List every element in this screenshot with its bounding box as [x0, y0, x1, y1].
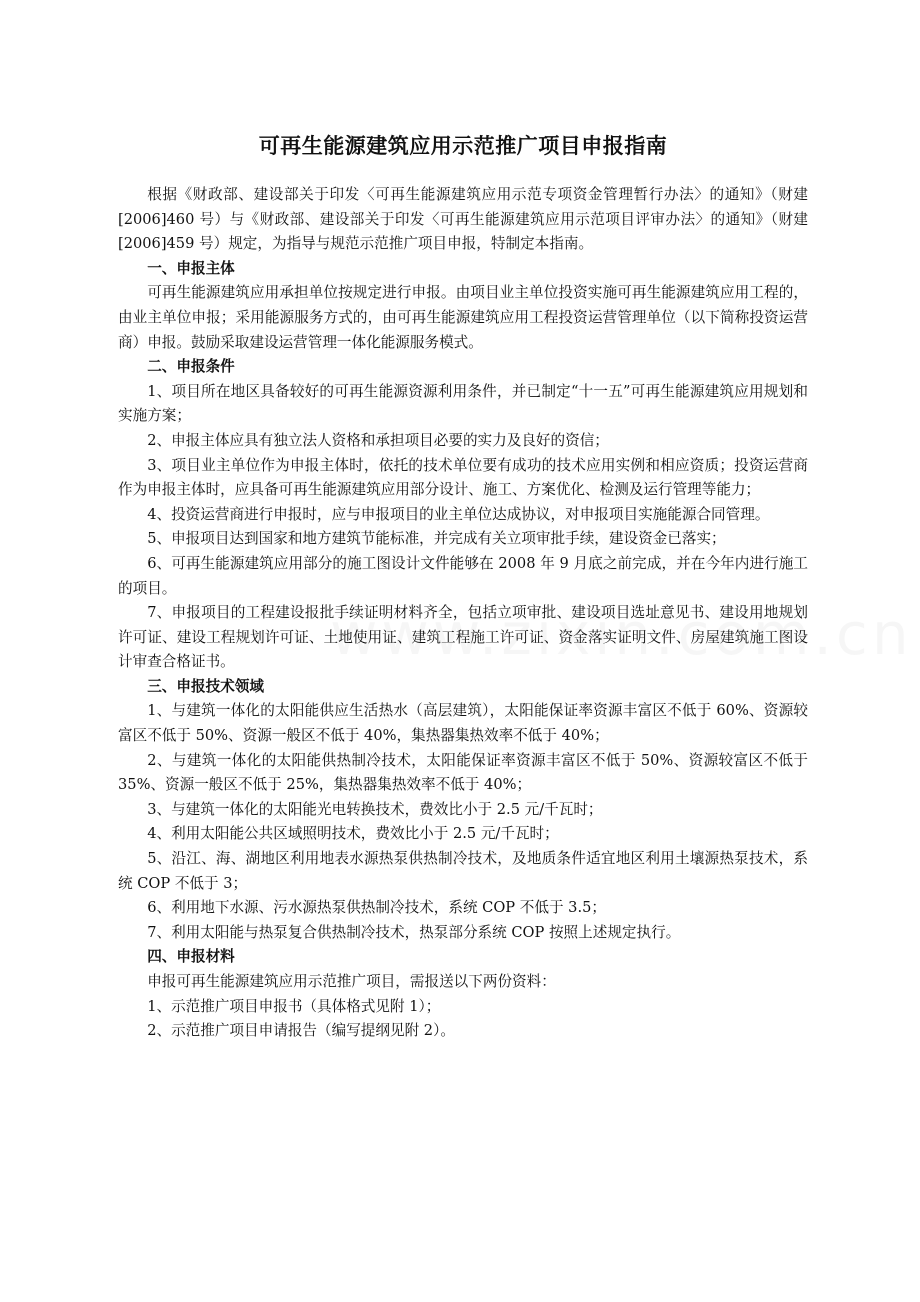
document-title: 可再生能源建筑应用示范推广项目申报指南 [258, 134, 668, 158]
list-item: 2、示范推广项目申请报告（编写提纲见附 2）。 [147, 1022, 455, 1040]
list-item: 4、利用太阳能公共区域照明技术，费效比小于 2.5 元/千瓦时； [147, 825, 559, 843]
list-item: 5、沿江、海、湖地区利用地表水源热泵供热制冷技术，及地质条件适宜地区利用土壤源热泵技术，系统 COP 不低于 3； [118, 850, 808, 892]
section-heading-applicant: 一、申报主体 [147, 259, 235, 277]
section-heading-tech-fields: 三、申报技术领域 [147, 677, 264, 695]
list-item: 1、项目所在地区具备较好的可再生能源资源利用条件，并已制定“十一五”可再生能源建筑应用规划和实施方案； [118, 382, 808, 425]
list-item: 4、投资运营商进行申报时，应与申报项目的业主单位达成协议，对申报项目实施能源合同管理。 [147, 505, 770, 523]
list-item: 2、申报主体应具有独立法人资格和承担项目必要的实力及良好的资信； [147, 431, 609, 449]
paragraph: 申报可再生能源建筑应用示范推广项目，需报送以下两份资料： [147, 973, 556, 990]
section-heading-materials: 四、申报材料 [147, 948, 235, 966]
paragraph: 可再生能源建筑应用承担单位按规定进行申报。由项目业主单位投资实施可再生能源建筑应用工程的，由业主单位申报；采用能源服务方式的，由可再生能源建筑应用工程投资运营管理单位（以下简称投资运营商）申报。鼓励采取建设运营管理一体化能源服务模式。 [118, 284, 808, 351]
list-item: 6、可再生能源建筑应用部分的施工图设计文件能够在 2008 年 9 月底之前完成，并在今年内进行施工的项目。 [118, 554, 808, 597]
list-item: 1、示范推广项目申报书（具体格式见附 1）； [147, 997, 441, 1015]
list-item: 3、项目业主单位作为申报主体时，依托的技术单位要有成功的技术应用实例和相应资质；投资运营商作为申报主体时，应具备可再生能源建筑应用部分设计、施工、方案优化、检测及运行管理等能力； [118, 456, 808, 499]
list-item: 7、利用太阳能与热泵复合供热制冷技术，热泵部分系统 COP 按照上述规定执行。 [147, 923, 681, 941]
list-item: 6、利用地下水源、污水源热泵供热制冷技术，系统 COP 不低于 3.5； [147, 899, 606, 917]
list-item: 1、与建筑一体化的太阳能供应生活热水（高层建筑），太阳能保证率资源丰富区不低于 60%、资源较富区不低于 50%、资源一般区不低于 40%，集热器集热效率不低于 40%； [118, 702, 808, 745]
list-item: 3、与建筑一体化的太阳能光电转换技术，费效比小于 2.5 元/千瓦时； [147, 800, 603, 818]
section-heading-conditions: 二、申报条件 [147, 358, 235, 376]
document-body [118, 183, 808, 1044]
intro-paragraph: 根据《财政部、建设部关于印发〈可再生能源建筑应用示范专项资金管理暂行办法〉的通知》（财建[2006]460 号）与《财政部、建设部关于印发〈可再生能源建筑应用示范项目评审办法〉的通知》（财建[2006]459 号）规定，为指导与规范示范推广项目申报，特制定本指南。 [118, 186, 808, 253]
list-item: 2、与建筑一体化的太阳能供热制冷技术，太阳能保证率资源丰富区不低于 50%、资源较富区不低于 35%、资源一般区不低于 25%，集热器集热效率不低于 40%； [118, 751, 808, 794]
list-item: 7、申报项目的工程建设报批手续证明材料齐全，包括立项审批、建设项目选址意见书、建设用地规划许可证、建设工程规划许可证、土地使用证、建筑工程施工许可证、资金落实证明文件、房屋建筑施工图设计审查合格证书。 [118, 604, 808, 671]
list-item: 5、申报项目达到国家和地方建筑节能标准，并完成有关立项审批手续，建设资金已落实； [147, 530, 726, 548]
